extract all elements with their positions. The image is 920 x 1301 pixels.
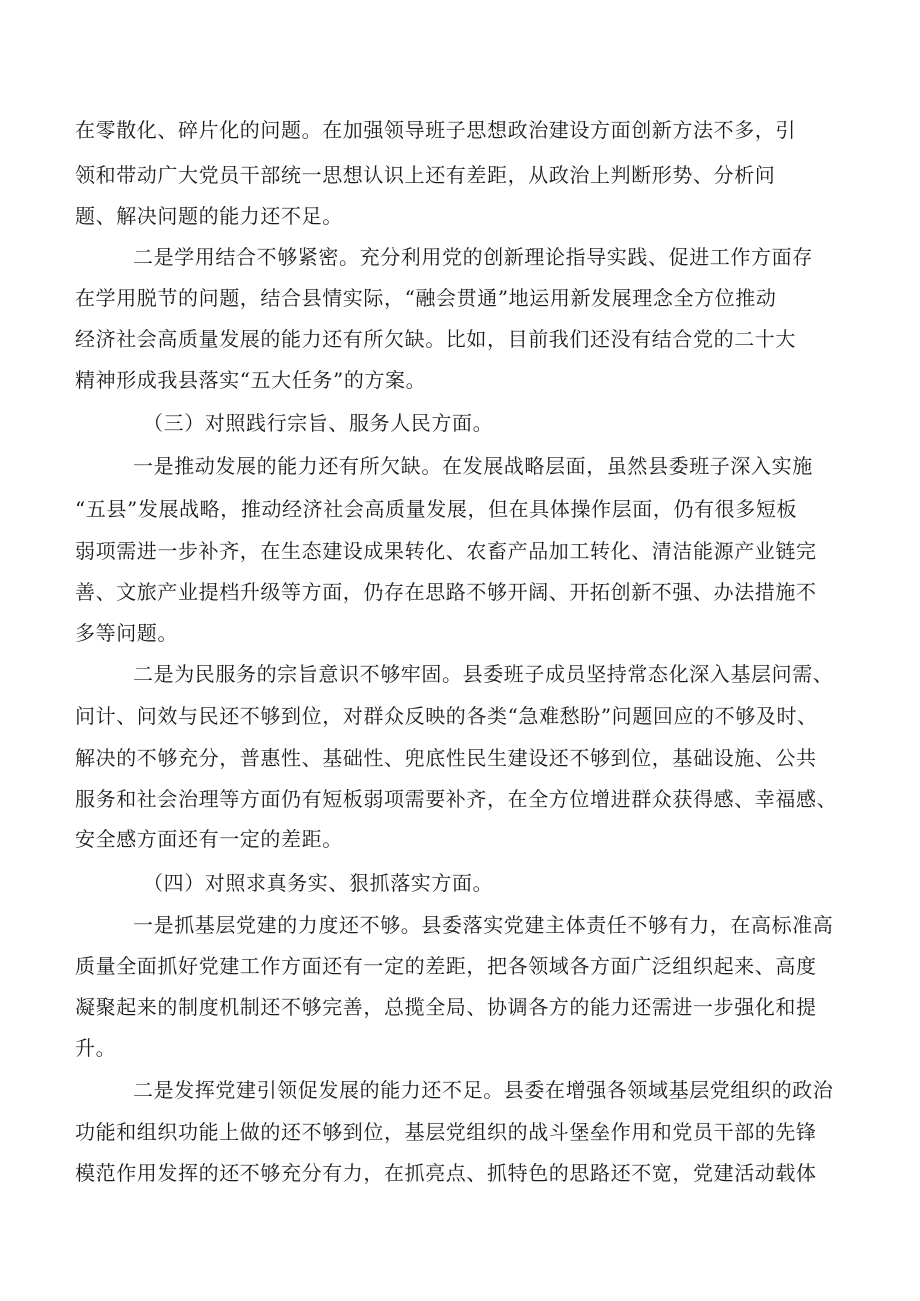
body-text-line: 在学用脱节的问题，结合县情实际，“融会贯通”地运用新发展理念全方位推动	[75, 286, 777, 310]
body-text-line: 升。	[75, 1036, 117, 1060]
body-text-line: 精神形成我县落实“五大任务”的方案。	[75, 368, 427, 392]
body-text-line: 善、文旅产业提档升级等方面，仍存在思路不够开阔、开拓创新不强、办法措施不	[75, 580, 817, 604]
body-text-line: 模范作用发挥的还不够充分有力，在抓亮点、抓特色的思路还不宽，党建活动载体	[75, 1161, 817, 1185]
body-text-line: “五县”发展战略，推动经济社会高质量发展，但在具体操作层面，仍有很多短板	[75, 497, 798, 521]
body-text-line: 经济社会高质量发展的能力还有所欠缺。比如，目前我们还没有结合党的二十大	[75, 327, 796, 351]
section-heading: （三）对照践行宗旨、服务人民方面。	[143, 411, 494, 435]
paragraph-first-line: 一是抓基层党建的力度还不够。县委落实党建主体责任不够有力，在高标准高	[133, 913, 834, 937]
body-text-line: 功能和组织功能上做的还不够到位，基层党组织的战斗堡垒作用和党员干部的先锋	[75, 1120, 817, 1144]
body-text-line: 多等问题。	[75, 621, 178, 645]
body-text-line: 安全感方面还有一定的差距。	[75, 827, 343, 851]
body-text-line: 弱项需进一步补齐，在生态建设成果转化、农畜产品加工转化、清洁能源产业链完	[75, 539, 817, 563]
paragraph-first-line: 二是为民服务的宗旨意识不够牢固。县委班子成员坚持常态化深入基层问需、	[133, 662, 834, 686]
body-text-line: 质量全面抓好党建工作方面还有一定的差距，把各领域各方面广泛组织起来、高度	[75, 954, 817, 978]
body-text-line: 解决的不够充分，普惠性、基础性、兜底性民生建设还不够到位，基础设施、公共	[75, 746, 817, 770]
body-text-line: 题、解决问题的能力还不足。	[75, 204, 343, 228]
body-text-line: 服务和社会治理等方面仍有短板弱项需要补齐，在全方位增进群众获得感、幸福感、	[75, 787, 838, 811]
body-text-line: 领和带动广大党员干部统一思想认识上还有差距，从政治上判断形势、分析问	[75, 163, 776, 187]
section-heading: （四）对照求真务实、狠抓落实方面。	[143, 871, 494, 895]
body-text-line: 在零散化、碎片化的问题。在加强领导班子思想政治建设方面创新方法不多，引	[75, 118, 796, 142]
paragraph-first-line: 二是学用结合不够紧密。充分利用党的创新理论指导实践、促进工作方面存	[133, 245, 813, 269]
paragraph-first-line: 一是推动发展的能力还有所欠缺。在发展战略层面，虽然县委班子深入实施	[133, 454, 813, 478]
paragraph-first-line: 二是发挥党建引领促发展的能力还不足。县委在增强各领域基层党组织的政治	[133, 1078, 834, 1102]
body-text-line: 问计、问效与民还不够到位，对群众反映的各类“急难愁盼”问题回应的不够及时、	[75, 704, 818, 728]
body-text-line: 凝聚起来的制度机制还不够完善，总揽全局、协调各方的能力还需进一步强化和提	[75, 995, 817, 1019]
